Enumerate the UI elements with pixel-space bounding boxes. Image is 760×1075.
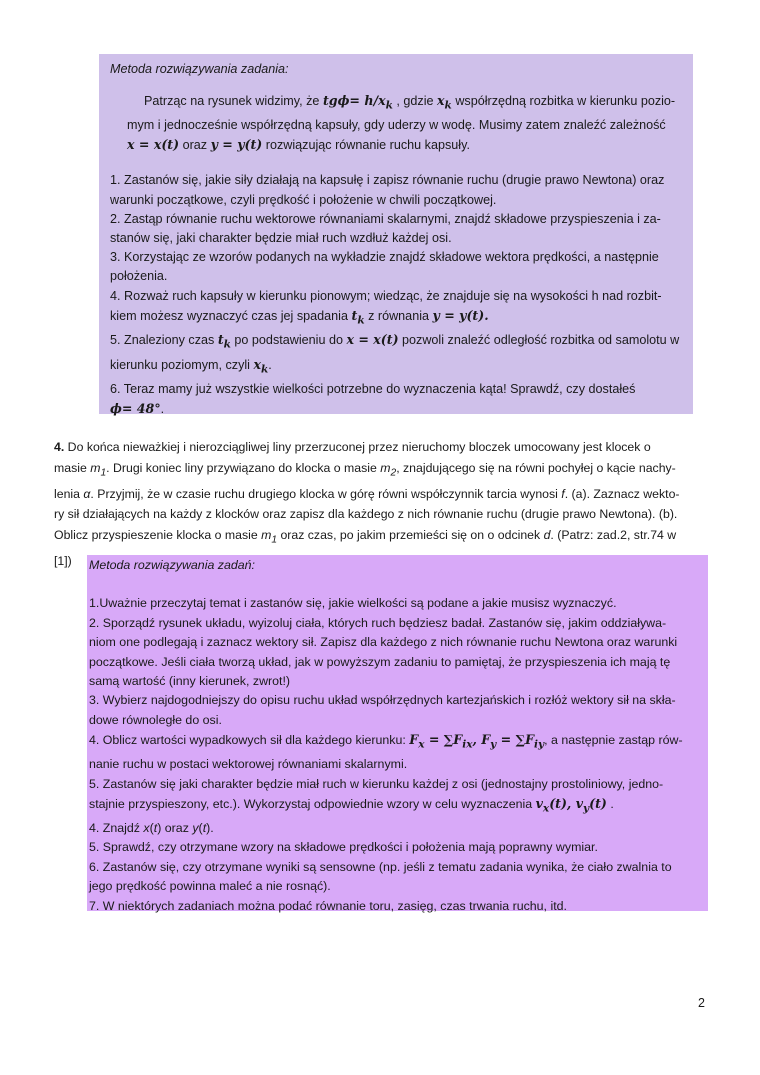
box2-step-3-line-1: 3. Wybierz najdogodniejszy do opisu ruchu układ współrzędnych kartezjańskich i rozłóż wektory sił na skła- — [89, 693, 676, 708]
task-4 — [54, 437, 708, 571]
step-4-line-2: kiem możesz wyznaczyć czas jej spadania $t_k$ z równania y = y(t). — [110, 307, 489, 327]
symbol-alpha: α — [83, 486, 91, 501]
symbol-m2: $m_2$ — [380, 460, 397, 479]
box2-step-8-line-2: jego prędkość powinna maleć a nie rosnąć). — [89, 879, 331, 894]
box2-step-2-line-2: niom one podlegają i zaznacz wektory sił. Zapisz dla każdego z nich równanie ruchu Newtona oraz warunki — [89, 635, 678, 650]
text: oraz — [179, 138, 211, 153]
formula-x-of-t: x = x(t) — [346, 332, 399, 348]
box2-step-7: 5. Sprawdź, czy otrzymane wzory na składowe prędkości i położenia mają poprawny wymiar. — [89, 840, 598, 855]
step-6-line-1: 6. Teraz mamy już wszystkie wielkości potrzebne do wyznaczenia kąta! Sprawdź, czy dostałeś — [110, 381, 636, 396]
formula-velocity-components: $v_x(t)$, $v_y(t)$ — [535, 795, 607, 815]
task-4-line-6: [1]) — [54, 553, 72, 568]
task-4-line-2: masie $m_1$. Drugi koniec liny przywiązano do klocka o masie $m_2$, znajdującego się na równi pochyłej o kącie nachy- — [54, 460, 676, 479]
step-2-line-1: 2. Zastąp równanie ruchu wektorowe równaniami skalarnymi, znajdź składowe przyspieszenia i za- — [110, 211, 661, 226]
step-3-line-1: 3. Korzystając ze wzorów podanych na wykładzie znajdź składowe wektora prędkości, a następnie — [110, 250, 659, 265]
task-4-line-5: Oblicz przyspieszenie klocka o masie $m_1$ oraz czas, po jakim przemieści się on o odcinek d. (Patrz: zad.2, str.74 w — [54, 527, 677, 546]
text: współrzędną rozbitka w kierunku pozio- — [451, 94, 676, 109]
task-number: 4. — [54, 440, 65, 454]
box2-step-4-line-2: nanie ruchu w postaci wektorowej równaniami skalarnymi. — [89, 757, 408, 772]
step-6-line-2: ϕ= 48°. — [110, 401, 165, 417]
intro-line-2: mym i jednocześnie współrzędną kapsuły, gdy uderzy w wodę. Musimy zatem znaleźć zależność — [127, 117, 666, 132]
method-title-1: Metoda rozwiązywania zadania: — [110, 62, 289, 76]
box2-step-6: 4. Znajdź x(t) oraz y(t). — [89, 820, 214, 835]
box2-step-9: 7. W niektórych zadaniach można podać równanie toru, zasięg, czas trwania ruchu, itd. — [89, 898, 567, 913]
symbol-m1: $m_1$ — [261, 527, 278, 546]
box2-step-5-line-1: 5. Zastanów się jaki charakter będzie miał ruch w kierunku każdej z osi (jednostajny prostoliniowy, jedno- — [89, 776, 664, 791]
step-1-line-2: warunki początkowe, czyli prędkość i położenie w chwili początkowej. — [110, 192, 497, 207]
step-4-line-1: 4. Rozważ ruch kapsuły w kierunku pionowym; wiedząc, że znajduje się na wysokości h nad rozbit- — [110, 288, 662, 303]
text: , gdzie — [392, 94, 438, 109]
formula-y-of-t: y = y(t) — [210, 137, 263, 153]
box2-step-3-line-2: dowe równoległe do osi. — [89, 712, 222, 727]
formula-resultant-forces: $F_x = \sum F_{ix}$, $F_y = \sum F_{iy}$ — [409, 732, 545, 751]
task-4-line-3: lenia α. Przyjmij, że w czasie ruchu drugiego klocka w górę równi współczynnik tarcia wynosi f. (a). Zaznacz wekto- — [54, 486, 680, 501]
symbol-d: d — [543, 527, 551, 542]
task-4-line-1: Do końca nieważkiej i nierozciągliwej liny przerzuconej przez nieruchomy bloczek umocowany jest klocek o — [64, 440, 651, 454]
box2-step-1: 1.Uważnie przeczytaj temat i zastanów się, jakie wielkości są podane a jakie musisz wyznaczyć. — [89, 596, 617, 611]
formula-x-of-t: x = x(t) — [127, 137, 180, 153]
method-box-2 — [87, 555, 708, 911]
method-box-1 — [99, 54, 693, 417]
box2-step-8-line-1: 6. Zastanów się, czy otrzymane wyniki są sensowne (np. jeśli z tematu zadania wynika, że ciało zwalnia to — [89, 859, 672, 874]
symbol-m1: $m_1$ — [90, 460, 107, 479]
formula-tk: $t_k$ — [217, 332, 231, 351]
page-number: 2 — [698, 996, 705, 1010]
method-steps-1 — [110, 171, 683, 419]
text: Patrząc na rysunek widzimy, że — [144, 94, 323, 109]
formula-xk: $x_k$ — [253, 357, 269, 376]
symbol-f: f — [561, 486, 565, 501]
step-2-line-2: stanów się, jaki charakter będzie miał ruch wzdłuż każdej osi. — [110, 230, 452, 245]
box2-step-2-line-4: samą wartość (inny kierunek, zwrot!) — [89, 674, 291, 689]
step-5-line-2: kierunku poziomym, czyli $x_k$. — [110, 357, 272, 376]
formula-y-of-t: y = y(t). — [432, 307, 489, 323]
text: rozwiązując równanie ruchu kapsuły. — [262, 138, 470, 153]
method-title-2: Metoda rozwiązywania zadań: — [89, 558, 255, 572]
formula-tan-phi: $tg\phi= h/x_k$ — [322, 93, 393, 112]
formula-xk: $x_k$ — [437, 93, 452, 112]
box2-step-4-line-1: 4. Oblicz wartości wypadkowych sił dla każdego kierunku: $F_x = \sum F_{ix}$, $F_y = \sum F_{iy}$, a następnie zastąp rów- — [89, 732, 683, 751]
box2-step-2-line-3: początkowe. Jeśli ciała tworzą układ, jak w powyższym zadaniu to pamiętaj, że przyspieszenia ich mają tę — [89, 654, 671, 669]
step-5-line-1: 5. Znaleziony czas $t_k$ po podstawieniu do x = x(t) pozwoli znaleźć odległość rozbitka od samolotu w — [110, 332, 680, 351]
step-3-line-2: położenia. — [110, 269, 168, 284]
method-intro — [110, 91, 683, 155]
step-1-line-1: 1. Zastanów się, jakie siły działają na kapsułę i zapisz równanie ruchu (drugie prawo Newtona) oraz — [110, 173, 665, 188]
box2-step-5-line-2: stajnie przyspieszony, etc.). Wykorzystaj odpowiednie wzory w celu wyznaczenia $v_x(t)$, $v_y(t)$ . — [89, 795, 614, 815]
formula-tk: $t_k$ — [351, 307, 365, 327]
task-4-line-4: ry sił działających na każdy z klocków oraz zapisz dla każdego z nich równanie ruchu (drugie prawo Newtona). (b). — [54, 507, 678, 522]
formula-phi-48: ϕ= 48° — [110, 401, 161, 417]
box2-step-2-line-1: 2. Sporządź rysunek układu, wyizoluj ciała, których ruch będziesz badał. Zastanów się, jakim oddziaływa- — [89, 615, 667, 630]
